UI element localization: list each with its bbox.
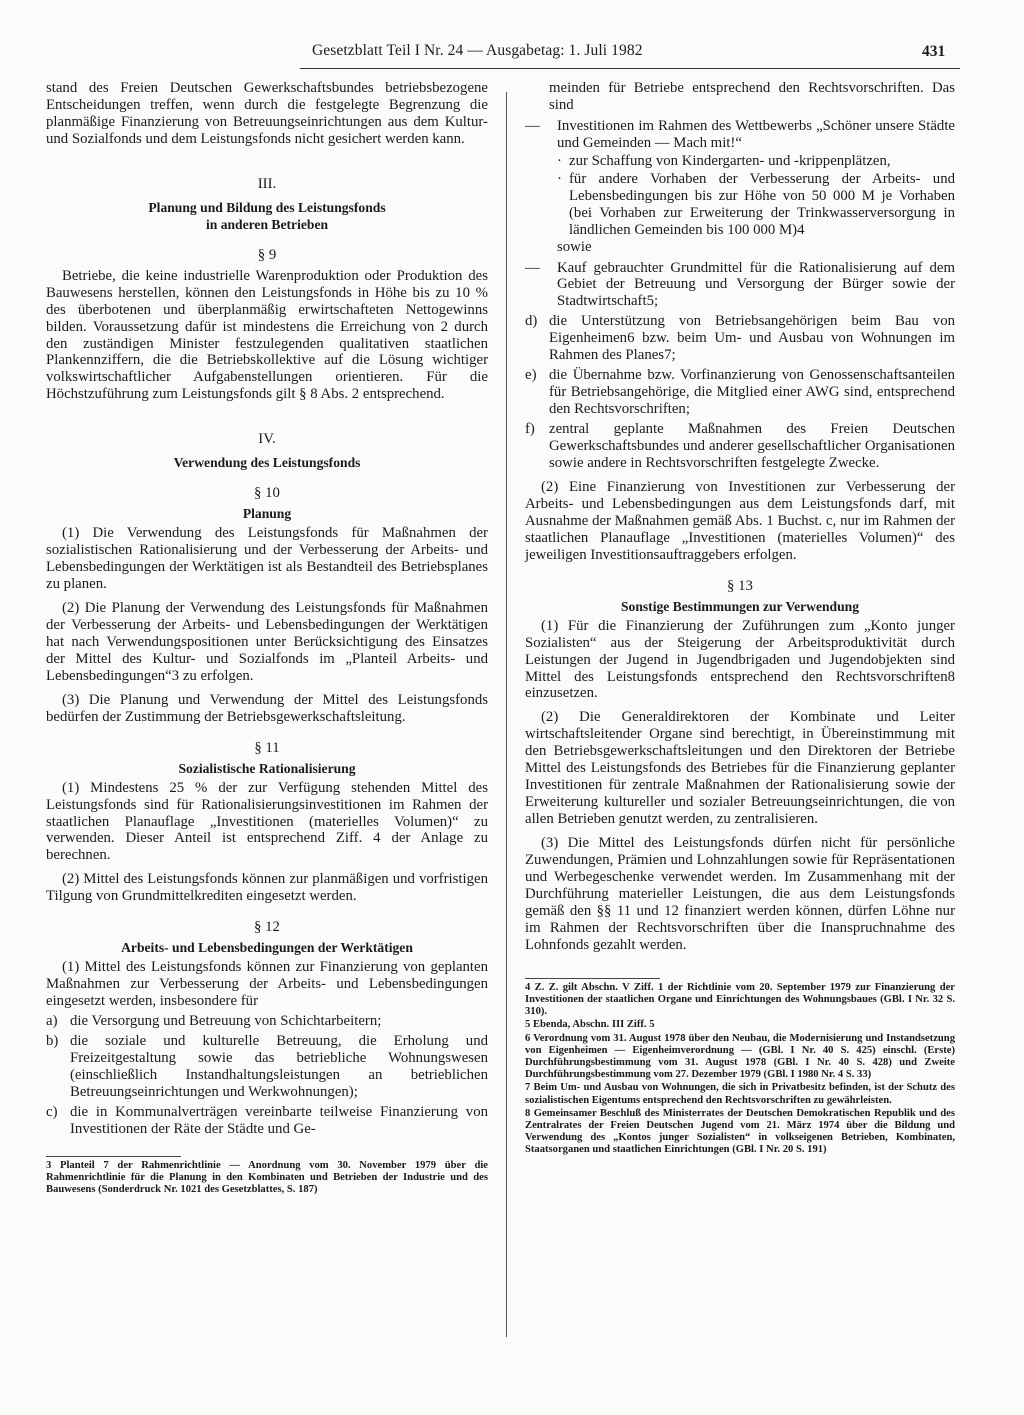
list-item-b-label: b) — [46, 1032, 59, 1049]
dash-item-2 — [525, 260, 955, 311]
paragraph-11-title: Sozialistische Rationalisierung — [178, 760, 356, 776]
bullet-item-2-text: für andere Vorhaben der Verbesserung der Arbeits- und Lebensbedingungen bis zur Höhe von 50 000 M je Vorhaben (bei Vorhaben zur Erweiterung der Trinkwasserversorgung in ländlichen Gemeinden bis 100 000 M)4 — [569, 170, 955, 238]
list-item-f — [525, 421, 955, 472]
footnote-7: 7 Beim Um- und Ausbau von Wohnungen, die sich in Privatbesitz befinden, ist der Schutz des sozialistischen Eigentums entsprechend den Rechtsvorschriften zu gewährleisten. — [525, 1082, 955, 1106]
list-item-c-text: die in Kommunalverträgen vereinbarte teilweise Finanzierung von Investitionen der Räte der Städte und Ge- — [70, 1103, 488, 1137]
paragraph-13-clause-2: (2) Die Generaldirektoren der Kombinate und Leiter wirtschaftsleitender Organe sind berechtigt, in Übereinstimmung mit den Betriebsgewerkschaftsleitungen und den Direktoren der Betriebe Mittel des Leistungsfonds des Betriebes für die Finanzierung geplanter Investitionen für zentrale Maßnahmen der Rationalisierung sowie der Erweiterung kultureller und sozialer Betreuungseinrichtungen, die von allen Betrieben genutzt werden, zu zentralisieren. — [525, 709, 955, 828]
paragraph-13-clause-3: (3) Die Mittel des Leistungsfonds dürfen nicht für persönliche Zuwendungen, Prämien und Lohnzahlungen sowie für Repräsentationen und Werbegeschenke verwendet werden. Im Zusammenhang mit der Durchführung materieller Leistungen, die aus dem Leistungsfonds gemäß den §§ 11 und 12 finanziert werden können, dürfen Löhne nur im Rahmen der Rechtsvorschriften über die Inanspruchnahme des Lohnfonds gezahlt werden. — [525, 835, 955, 953]
intro-paragraph: stand des Freien Deutschen Gewerkschaftsbundes betriebsbezogene Entscheidungen treffen, wenn durch die festgelegte Begrenzung die planmäßige Finanzierung von Betreuungseinrichtungen aus dem Kultur- und Sozialfonds und dem Leistungsfonds nicht gesichert werden kann. — [46, 80, 488, 147]
paragraph-10-number: § 10 — [254, 485, 280, 502]
list-item-d-text: die Unterstützung von Betriebsangehörigen beim Bau von Eigenheimen6 bzw. beim Um- und Ausbau von Wohnungen im Rahmen des Planes7; — [549, 313, 955, 364]
list-item-b-text: die soziale und kulturelle Betreuung, die Erholung und Freizeitgestaltung sowie das betriebliche Wohnungswesen (einschließlich Instandhaltungsleistungen an betrieblichen Betreuungseinrichtungen und Werkwohnungen); — [70, 1032, 488, 1100]
list-item-a-text: die Versorgung und Betreuung von Schichtarbeitern; — [70, 1013, 382, 1030]
left-column — [46, 80, 488, 1196]
section-4-title: Verwendung des Leistungsfonds — [173, 455, 361, 471]
paragraph-13-title: Sonstige Bestimmungen zur Verwendung — [620, 598, 860, 614]
footnote-3: 3 Planteil 7 der Rahmenrichtlinie — Anordnung vom 30. November 1979 über die Rahmenrichtlinie für die Planung in den Kombinaten und Betrieben der Industrie und des Bauwesens (Sonderdruck Nr. 1021 des Gesetzblattes, S. 187) — [46, 1159, 488, 1196]
footnote-4: 4 Z. Z. gilt Abschn. V Ziff. 1 der Richtlinie vom 20. September 1979 zur Finanzierung der Investitionen der staatlichen Organe und Einrichtungen des Wohnungsbaues (GBl. I Nr. 32 S. 310). — [525, 981, 955, 1018]
section-3-title-line-1: Planung und Bildung des Leistungsfonds — [148, 199, 386, 215]
paragraph-10-title: Planung — [242, 506, 292, 522]
footnote-6: 6 Verordnung vom 31. August 1978 über den Neubau, die Modernisierung und Instandsetzung von Eigenheimen — Eigenheimverordnung — (GBl. I Nr. 40 S. 425) einschl. (Erste) Durchführungsbestimmung vom 31. August 1978 (GBl. I Nr. 40 S. 428) und Zweite Durchführungsbestimmung vom 27. Dezember 1979 (GBl. I 1980 Nr. 4 S. 33) — [525, 1032, 955, 1081]
bullet-item-1-text: zur Schaffung von Kindergarten- und -krippenplätzen, — [569, 152, 891, 169]
paragraph-12-clause-1: (1) Mittel des Leistungsfonds können zur Finanzierung von geplanten Maßnahmen zur Verbesserung der Arbeits- und Lebensbedingungen eingesetzt werden, insbesondere für — [46, 959, 488, 1010]
page-number: 431 — [922, 43, 946, 60]
dash-item-1-text: Investitionen im Rahmen des Wettbewerbs „Schöner unsere Städte und Gemeinden — Mach mit!“ — [557, 117, 955, 151]
paragraph-12-clause-2: (2) Eine Finanzierung von Investitionen zur Verbesserung der Arbeits- und Lebensbedingungen aus dem Leistungsfonds darf, mit Ausnahme der Maßnahmen gemäß Abs. 1 Buchst. c, nur im Rahmen der staatlichen Planauflage „Investitionen (materielles Volumen)“ des jeweiligen Investitionsauftraggebers erfolgen. — [525, 478, 955, 563]
paragraph-12-number: § 12 — [254, 919, 280, 936]
list-item-d — [525, 313, 955, 364]
list-item-c — [46, 1104, 488, 1138]
list-item-e-text: die Übernahme bzw. Vorfinanzierung von Genossenschaftsanteilen für Betriebsangehörige, die Mitglied einer AWG sind, entsprechend den Rechtsvorschriften; — [549, 367, 955, 418]
paragraph-9-text: Betriebe, die keine industrielle Warenproduktion oder Produktion des Bauwesens herstellen, können den Leistungsfonds in Höhe bis zu 10 % des überbotenen und überplanmäßig erwirtschafteten Nettogewinns bilden. Voraussetzung dafür ist mindestens die Erreichung von 2 durch den zuständigen Minister festzulegenden qualitativen staatlichen Plankennziffern, die die Betriebskollektive auf die Lösung wichtiger volkswirtschaftlicher Aufgabenstellungen orientieren. Für die Höchstzuführung zum Leistungsfonds gilt § 8 Abs. 2 entsprechend. — [46, 267, 488, 403]
list-item-c-label: c) — [46, 1103, 58, 1120]
paragraph-10-clause-3: (3) Die Planung und Verwendung der Mittel des Leistungsfonds bedürfen der Zustimmung der Betriebsgewerkschaftsleitung. — [46, 691, 488, 725]
list-item-a-label: a) — [46, 1013, 58, 1030]
header-rule — [300, 68, 960, 69]
dash-item-1 — [525, 118, 955, 152]
list-item-d-label: d) — [525, 313, 538, 330]
footnote-5: 5 Ebenda, Abschn. III Ziff. 5 — [525, 1019, 655, 1031]
dash-item-2-text: Kauf gebrauchter Grundmittel für die Rationalisierung auf dem Gebiet der Betreuung und Versorgung der Bürger sowie der Stadtwirtschaft5; — [557, 259, 955, 310]
list-item-f-label: f) — [525, 421, 535, 438]
list-item-b — [46, 1033, 488, 1101]
right-column — [525, 80, 955, 1157]
bullet-item-1 — [525, 153, 955, 170]
paragraph-11-clause-1: (1) Mindestens 25 % der zur Verfügung stehenden Mittel des Leistungsfonds sind für Rationalisierungsinvestitionen im Rahmen der staatlichen Planauflage „Investitionen (materielles Volumen)“ zu verwenden. Dieser Anteil ist entsprechend Ziff. 4 der Anlage zu berechnen. — [46, 779, 488, 864]
paragraph-10-clause-1: (1) Die Verwendung des Leistungsfonds für Maßnahmen der sozialistischen Rationalisierung und der Verbesserung der Arbeits- und Lebensbedingungen der Werktätigen ist als Bestandteil des Betriebsplanes zu planen. — [46, 525, 488, 593]
section-3-title — [46, 199, 488, 233]
section-3-number: III. — [257, 175, 277, 192]
sowie-text: sowie — [557, 238, 592, 255]
list-item-f-text: zentral geplante Maßnahmen des Freien Deutschen Gewerkschaftsbundes und anderer gesellschaftlicher Organisationen sowie andere in Rechtsvorschriften festgelegte Zwecke. — [549, 421, 955, 472]
section-4-number: IV. — [258, 431, 276, 448]
section-3-title-line-2: in anderen Betrieben — [205, 216, 329, 232]
page-header — [0, 42, 1024, 72]
paragraph-10-clause-2: (2) Die Planung der Verwendung des Leistungsfonds für Maßnahmen der Verbesserung der Arbeits- und Lebensbedingungen der Werktätigen hat nach Verwendungspositionen unter Berücksichtigung des Einsatzes der Mittel des Kultur- und Sozialfonds im „Planteil Arbeits- und Lebensbedingungen“3 zu erfolgen. — [46, 600, 488, 684]
bullet-item-2 — [525, 171, 955, 239]
continuation-paragraph: meinden für Betriebe entsprechend den Rechtsvorschriften. Das sind — [549, 80, 955, 113]
footnote-8: 8 Gemeinsamer Beschluß des Ministerrates der Deutschen Demokratischen Republik und des Zentralrates der Freien Deutschen Jugend vom 21. März 1974 über die Bildung und Verwendung des „Kontos junger Sozialisten“ in volkseigenen Betrieben, Kombinaten, Staatsorganen und staatlichen Einrichtungen (GBl. I Nr. 20 S. 191) — [525, 1107, 955, 1156]
footnote-rule — [46, 1156, 181, 1157]
paragraph-13-clause-1: (1) Für die Finanzierung der Zuführungen zum „Konto junger Sozialisten“ aus der Steigerung der Arbeitsproduktivität durch Leistungen der Jugend in Jugendbrigaden und Jugendobjekten sind Mittel des Leistungsfonds entsprechend den Rechtsvorschriften8 einzusetzen. — [525, 617, 955, 702]
bullet-item-2-label: · — [557, 170, 562, 187]
running-title: Gesetzblatt Teil I Nr. 24 — Ausgabetag: 1. Juli 1982 — [312, 42, 643, 59]
paragraph-9-number: § 9 — [257, 246, 277, 263]
column-divider — [506, 92, 507, 1337]
paragraph-12-title: Arbeits- und Lebensbedingungen der Werktätigen — [121, 940, 413, 956]
paragraph-11-number: § 11 — [254, 739, 280, 756]
dash-item-1-label: — — [525, 117, 540, 134]
list-item-e-label: e) — [525, 367, 537, 384]
footnote-rule — [525, 978, 660, 979]
list-item-e — [525, 367, 955, 418]
paragraph-13-number: § 13 — [727, 577, 753, 594]
bullet-item-1-label: · — [557, 152, 562, 169]
list-item-a — [46, 1013, 488, 1030]
dash-item-2-label: — — [525, 259, 540, 276]
paragraph-11-clause-2: (2) Mittel des Leistungsfonds können zur planmäßigen und vorfristigen Tilgung von Grundmittelkrediten eingesetzt werden. — [46, 871, 488, 905]
